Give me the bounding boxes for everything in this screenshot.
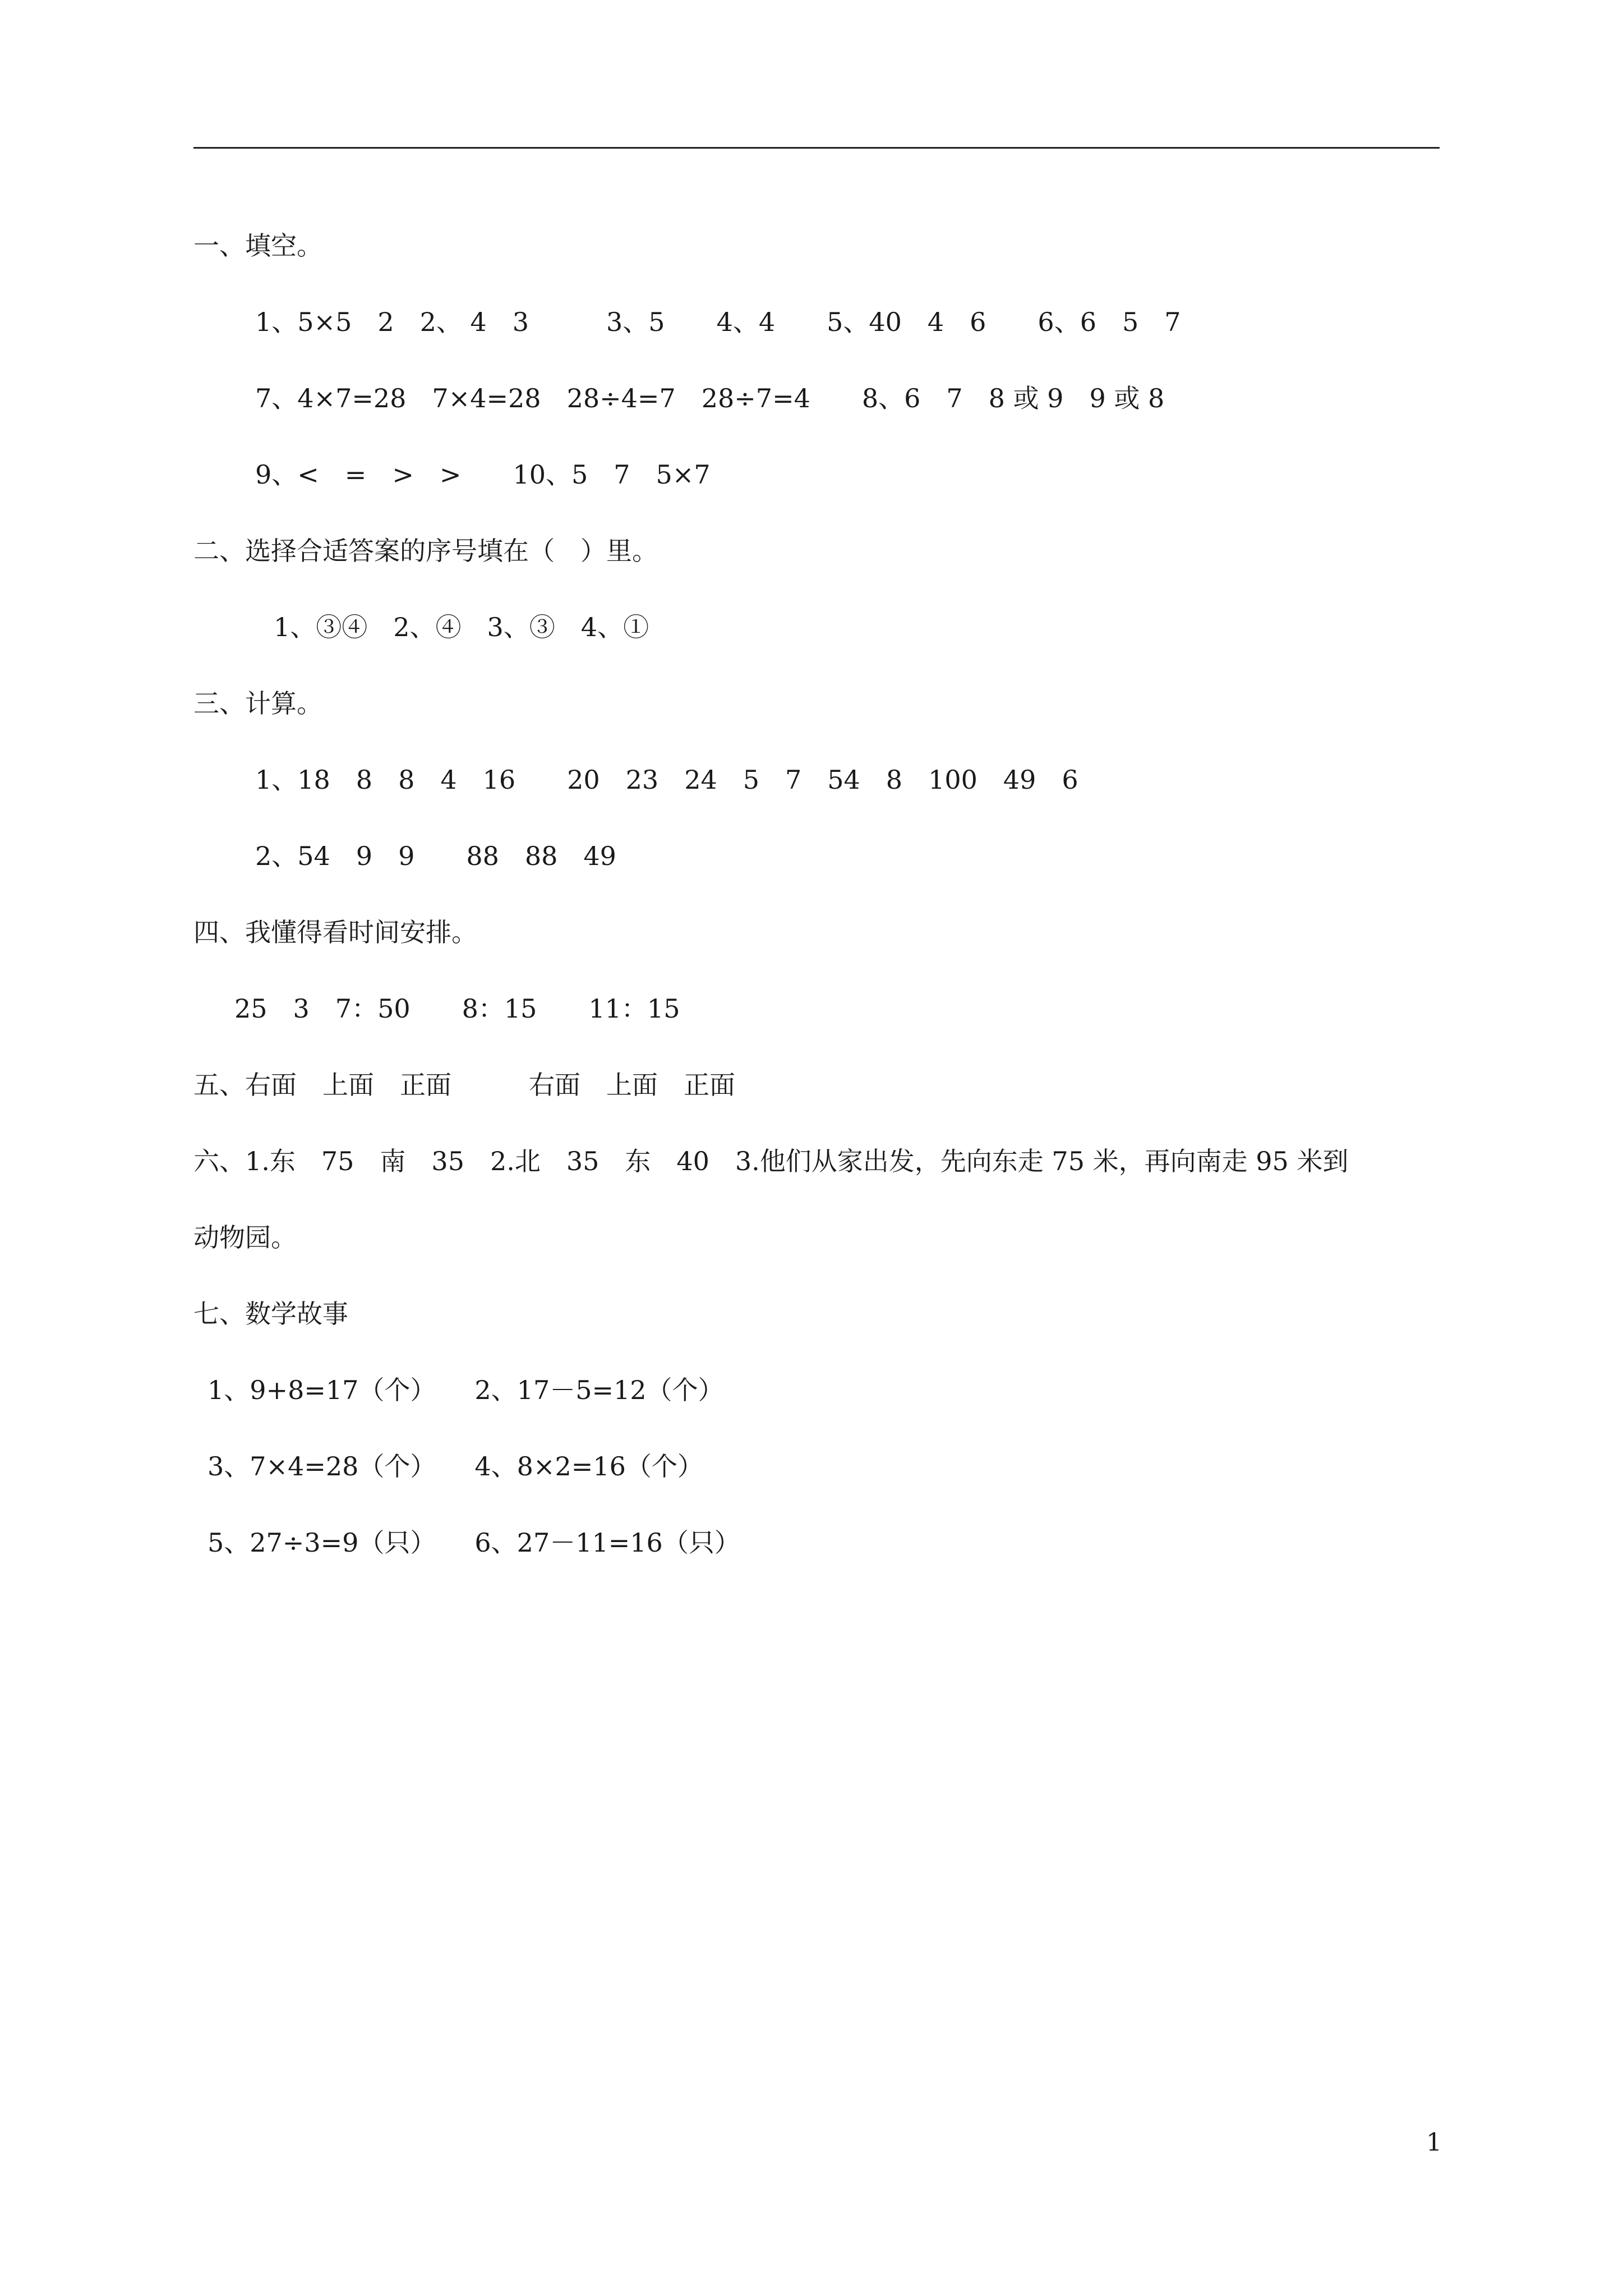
section-2-answer-line: 1、③④ 2、④ 3、③ 4、① (274, 612, 649, 642)
section-3-answer-line: 2、54 9 9 88 88 49 (255, 841, 616, 871)
section-5-heading: 五、右面 上面 正面 右面 上面 正面 (193, 1070, 735, 1100)
section-7-answer-line: 1、9+8=17（个） 2、17－5=12（个） (208, 1375, 724, 1405)
section-3-answer-line: 1、18 8 8 4 16 20 23 24 5 7 54 8 100 49 6 (255, 765, 1078, 795)
page-number: 1 (1426, 2128, 1442, 2157)
section-1-answer-line: 7、4×7=28 7×4=28 28÷4=7 28÷7=4 8、6 7 8 或 9 9 或 8 (255, 383, 1165, 413)
section-6-continuation: 动物园。 (193, 1222, 297, 1253)
section-2-heading: 二、选择合适答案的序号填在（ ）里。 (193, 536, 658, 566)
section-3-heading: 三、计算。 (193, 688, 322, 719)
section-1-heading: 一、填空。 (193, 231, 322, 261)
header-rule (193, 147, 1440, 149)
section-7-heading: 七、数学故事 (193, 1299, 348, 1329)
section-4-answer-line: 25 3 7：50 8：15 11：15 (234, 993, 680, 1024)
section-1-answer-line: 9、< = > > 10、5 7 5×7 (255, 459, 711, 490)
section-4-heading: 四、我懂得看时间安排。 (193, 917, 477, 947)
section-6-heading: 六、1.东 75 南 35 2.北 35 东 40 3.他们从家出发，先向东走 75 米，再向南走 95 米到 (193, 1146, 1349, 1176)
section-7-answer-line: 3、7×4=28（个） 4、8×2=16（个） (208, 1451, 703, 1481)
section-7-answer-line: 5、27÷3=9（只） 6、27－11=16（只） (208, 1527, 740, 1558)
section-1-answer-line: 1、5×5 2 2、 4 3 3、5 4、4 5、40 4 6 6、6 5 7 (255, 307, 1181, 337)
